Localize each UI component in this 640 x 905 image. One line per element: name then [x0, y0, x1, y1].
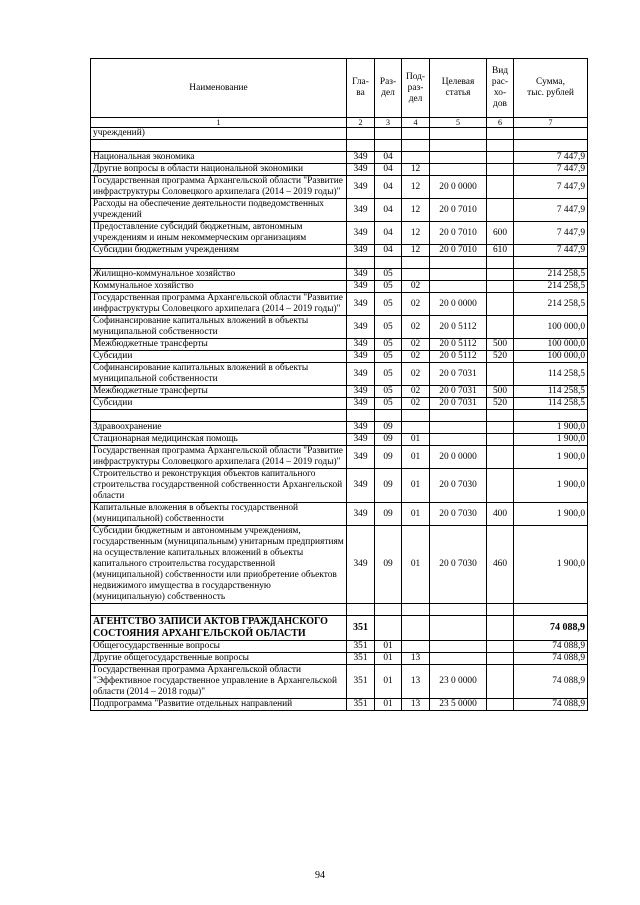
- row-podrazdel: [402, 422, 430, 434]
- empty-cell: [91, 410, 347, 422]
- empty-cell: [347, 410, 375, 422]
- row-name: Строительство и реконструкция объектов капитального строительства государственной собственности Архангельской области: [91, 469, 347, 503]
- row-vid: [487, 665, 514, 699]
- row-glava: 351: [347, 653, 375, 665]
- row-target: [430, 164, 487, 176]
- empty-cell: [430, 257, 487, 269]
- row-glava: 351: [347, 641, 375, 653]
- row-podrazdel: 02: [402, 293, 430, 316]
- row-sum: 74 088,9: [514, 653, 588, 665]
- header-row: [91, 59, 588, 118]
- row-target: 20 0 5112: [430, 339, 487, 351]
- row-razdel: 01: [375, 653, 402, 665]
- table-row: [91, 281, 588, 293]
- row-sum: 100 000,0: [514, 316, 588, 339]
- row-podrazdel: [402, 152, 430, 164]
- empty-cell: [347, 140, 375, 152]
- row-name: Межбюджетные трансферты: [91, 339, 347, 351]
- empty-cell: [514, 257, 588, 269]
- row-glava: 349: [347, 269, 375, 281]
- table-row: [91, 351, 588, 363]
- col-header-name: Наименование: [91, 59, 347, 118]
- row-podrazdel: 01: [402, 503, 430, 526]
- table-row: [91, 503, 588, 526]
- row-sum: 7 447,9: [514, 199, 588, 222]
- row-glava: 349: [347, 316, 375, 339]
- row-name: Предоставление субсидий бюджетным, автономным учреждениям и иным некоммерческим организациям: [91, 222, 347, 245]
- row-target: 20 0 7031: [430, 386, 487, 398]
- row-sum: 214 258,5: [514, 281, 588, 293]
- row-name: Здравоохранение: [91, 422, 347, 434]
- row-glava: 349: [347, 363, 375, 386]
- empty-cell: [487, 140, 514, 152]
- row-target: 20 0 7030: [430, 503, 487, 526]
- row-razdel: 04: [375, 164, 402, 176]
- row-target: 20 0 5112: [430, 316, 487, 339]
- row-sum: 74 088,9: [514, 616, 588, 641]
- row-vid: 400: [487, 503, 514, 526]
- row-vid: 500: [487, 339, 514, 351]
- row-vid: 520: [487, 398, 514, 410]
- row-name: Субсидии: [91, 351, 347, 363]
- row-name: Софинансирование капитальных вложений в объекты муниципальной собственности: [91, 316, 347, 339]
- col-header-podrazdel-text: Под- раз- дел: [405, 71, 426, 104]
- row-vid: [487, 469, 514, 503]
- row-vid: [487, 422, 514, 434]
- table-row: [91, 665, 588, 699]
- empty-cell: [91, 604, 347, 616]
- row-name: Национальная экономика: [91, 152, 347, 164]
- row-sum: 114 258,5: [514, 363, 588, 386]
- row-target: 20 0 0000: [430, 446, 487, 469]
- row-podrazdel: 01: [402, 434, 430, 446]
- row-podrazdel: 01: [402, 526, 430, 604]
- empty-cell: [514, 140, 588, 152]
- row-razdel: 09: [375, 526, 402, 604]
- row-vid: [487, 269, 514, 281]
- row-razdel: 01: [375, 665, 402, 699]
- row-razdel: 09: [375, 422, 402, 434]
- row-podrazdel: 02: [402, 351, 430, 363]
- column-number-row: [91, 118, 588, 128]
- row-target: [430, 422, 487, 434]
- table-row: [91, 339, 588, 351]
- row-vid: [487, 176, 514, 199]
- row-razdel: 05: [375, 398, 402, 410]
- row-razdel: 01: [375, 641, 402, 653]
- row-podrazdel: 02: [402, 316, 430, 339]
- row-target: [430, 152, 487, 164]
- table-row: [91, 222, 588, 245]
- row-podrazdel: 02: [402, 386, 430, 398]
- row-name: Межбюджетные трансферты: [91, 386, 347, 398]
- row-name: Общегосударственные вопросы: [91, 641, 347, 653]
- row-glava: 349: [347, 386, 375, 398]
- row-name: Расходы на обеспечение деятельности подведомственных учреждений: [91, 199, 347, 222]
- col-header-razdel: [375, 59, 402, 118]
- empty-cell: [402, 257, 430, 269]
- row-razdel: [375, 616, 402, 641]
- table-row: [91, 245, 588, 257]
- row-target: 20 0 7010: [430, 199, 487, 222]
- budget-table: [90, 58, 588, 711]
- row-razdel: 04: [375, 199, 402, 222]
- row-name: Другие вопросы в области национальной экономики: [91, 164, 347, 176]
- row-razdel: 05: [375, 293, 402, 316]
- row-sum: 1 900,0: [514, 422, 588, 434]
- col-number: 4: [402, 118, 430, 128]
- row-podrazdel: 12: [402, 222, 430, 245]
- row-vid: [487, 616, 514, 641]
- row-name: Субсидии: [91, 398, 347, 410]
- col-header-vid: [487, 59, 514, 118]
- table-row: [91, 152, 588, 164]
- col-header-glava-text: Гла- ва: [352, 77, 369, 98]
- row-sum: 1 900,0: [514, 503, 588, 526]
- agency-row: [91, 616, 588, 641]
- row-name: Субсидии бюджетным учреждениям: [91, 245, 347, 257]
- row-sum: 114 258,5: [514, 386, 588, 398]
- row-name: Государственная программа Архангельской области "Развитие инфраструктуры Соловецкого архипелага (2014 – 2019 годы)": [91, 176, 347, 199]
- row-sum: 74 088,9: [514, 699, 588, 711]
- empty-cell: [430, 140, 487, 152]
- row-vid: [487, 653, 514, 665]
- table-row: [91, 199, 588, 222]
- col-number: 5: [430, 118, 487, 128]
- row-razdel: 05: [375, 339, 402, 351]
- row-target: [430, 641, 487, 653]
- row-sum: 114 258,5: [514, 398, 588, 410]
- row-glava: 349: [347, 526, 375, 604]
- row-vid: [487, 199, 514, 222]
- row-glava: 349: [347, 245, 375, 257]
- col-header-glava: [347, 59, 375, 118]
- row-vid: 460: [487, 526, 514, 604]
- row-target: [430, 269, 487, 281]
- row-podrazdel: 02: [402, 363, 430, 386]
- row-vid: [487, 316, 514, 339]
- empty-cell: [402, 410, 430, 422]
- row-sum: 100 000,0: [514, 339, 588, 351]
- row-sum: 1 900,0: [514, 469, 588, 503]
- row-sum: 7 447,9: [514, 164, 588, 176]
- table-row: [91, 398, 588, 410]
- table-row: [91, 176, 588, 199]
- row-razdel: 04: [375, 176, 402, 199]
- table-row: [91, 699, 588, 711]
- row-sum: 100 000,0: [514, 351, 588, 363]
- row-glava: 351: [347, 665, 375, 699]
- row-razdel: 05: [375, 269, 402, 281]
- row-glava: 349: [347, 351, 375, 363]
- row-podrazdel: 13: [402, 699, 430, 711]
- row-name: Жилищно-коммунальное хозяйство: [91, 269, 347, 281]
- row-razdel: 09: [375, 503, 402, 526]
- row-sum: 7 447,9: [514, 152, 588, 164]
- row-vid: [487, 641, 514, 653]
- empty-cell: [487, 604, 514, 616]
- row-target: 20 0 7031: [430, 398, 487, 410]
- row-glava: 349: [347, 434, 375, 446]
- col-header-podrazdel: [402, 59, 430, 118]
- table-row: [91, 469, 588, 503]
- row-glava: 349: [347, 422, 375, 434]
- empty-cell: [375, 140, 402, 152]
- row-podrazdel: 12: [402, 199, 430, 222]
- row-target: 20 0 7031: [430, 363, 487, 386]
- table-row: [91, 446, 588, 469]
- empty-cell: [487, 257, 514, 269]
- row-vid: [487, 293, 514, 316]
- row-target: 23 5 0000: [430, 699, 487, 711]
- col-header-target: [430, 59, 487, 118]
- empty-cell: [430, 410, 487, 422]
- row-target: [430, 616, 487, 641]
- row-podrazdel: 13: [402, 665, 430, 699]
- row-glava: [347, 128, 375, 140]
- row-sum: [514, 128, 588, 140]
- row-glava: 349: [347, 176, 375, 199]
- row-glava: 349: [347, 446, 375, 469]
- table-row: [91, 386, 588, 398]
- col-number: 7: [514, 118, 588, 128]
- row-podrazdel: [402, 269, 430, 281]
- row-glava: 349: [347, 339, 375, 351]
- row-glava: 349: [347, 398, 375, 410]
- row-sum: 1 900,0: [514, 526, 588, 604]
- empty-cell: [347, 257, 375, 269]
- row-podrazdel: 12: [402, 176, 430, 199]
- col-header-razdel-text: Раз- дел: [379, 77, 397, 98]
- row-podrazdel: 13: [402, 653, 430, 665]
- row-name: Государственная программа Архангельской области "Эффективное государственное управление в Архангельской области (2014 – 2018 годы)": [91, 665, 347, 699]
- row-podrazdel: 12: [402, 164, 430, 176]
- row-name: Подпрограмма "Развитие отдельных направлений: [91, 699, 347, 711]
- row-vid: 610: [487, 245, 514, 257]
- row-podrazdel: [402, 641, 430, 653]
- row-glava: 349: [347, 199, 375, 222]
- table-row: [91, 526, 588, 604]
- row-razdel: 05: [375, 363, 402, 386]
- row-target: 20 0 0000: [430, 293, 487, 316]
- col-number: 6: [487, 118, 514, 128]
- row-glava: 349: [347, 164, 375, 176]
- table-row: [91, 422, 588, 434]
- row-glava: 351: [347, 699, 375, 711]
- row-vid: [487, 363, 514, 386]
- row-podrazdel: 02: [402, 281, 430, 293]
- row-razdel: 04: [375, 222, 402, 245]
- spacer-row: [91, 140, 588, 152]
- row-target: 20 0 0000: [430, 176, 487, 199]
- table-row: [91, 316, 588, 339]
- row-razdel: 09: [375, 469, 402, 503]
- empty-cell: [514, 604, 588, 616]
- empty-cell: [91, 257, 347, 269]
- row-glava: 351: [347, 616, 375, 641]
- row-name: Государственная программа Архангельской области "Развитие инфраструктуры Соловецкого архипелага (2014 – 2019 годы)": [91, 293, 347, 316]
- row-sum: 7 447,9: [514, 245, 588, 257]
- row-name: АГЕНТСТВО ЗАПИСИ АКТОВ ГРАЖДАНСКОГО СОСТОЯНИЯ АРХАНГЕЛЬСКОЙ ОБЛАСТИ: [91, 616, 347, 641]
- row-podrazdel: 02: [402, 339, 430, 351]
- row-target: [430, 434, 487, 446]
- row-glava: 349: [347, 469, 375, 503]
- table-row: [91, 363, 588, 386]
- table-row: [91, 653, 588, 665]
- row-target: 20 0 7030: [430, 526, 487, 604]
- row-razdel: 04: [375, 152, 402, 164]
- col-header-sum-text: Сумма, тыс. рублей: [527, 77, 574, 98]
- table-row: [91, 269, 588, 281]
- table-row: [91, 128, 588, 140]
- row-name: Коммунальное хозяйство: [91, 281, 347, 293]
- row-glava: 349: [347, 152, 375, 164]
- row-vid: 500: [487, 386, 514, 398]
- row-name: учреждений): [91, 128, 347, 140]
- row-sum: 214 258,5: [514, 293, 588, 316]
- row-target: [430, 653, 487, 665]
- table-row: [91, 434, 588, 446]
- row-razdel: 05: [375, 316, 402, 339]
- row-target: [430, 281, 487, 293]
- row-vid: [487, 446, 514, 469]
- col-header-vid-text: Вид рас- хо- дов: [491, 66, 509, 109]
- row-sum: 214 258,5: [514, 269, 588, 281]
- row-podrazdel: [402, 128, 430, 140]
- empty-cell: [375, 257, 402, 269]
- row-target: 20 0 5112: [430, 351, 487, 363]
- col-number: 1: [91, 118, 347, 128]
- row-razdel: 05: [375, 351, 402, 363]
- row-razdel: 05: [375, 281, 402, 293]
- row-razdel: 01: [375, 699, 402, 711]
- row-target: 20 0 7010: [430, 245, 487, 257]
- row-sum: 74 088,9: [514, 641, 588, 653]
- row-name: Софинансирование капитальных вложений в объекты муниципальной собственности: [91, 363, 347, 386]
- row-target: 20 0 7010: [430, 222, 487, 245]
- empty-cell: [375, 604, 402, 616]
- row-sum: 1 900,0: [514, 434, 588, 446]
- row-name: Другие общегосударственные вопросы: [91, 653, 347, 665]
- row-glava: 349: [347, 281, 375, 293]
- col-header-target-text: Целевая статья: [441, 77, 475, 98]
- empty-cell: [430, 604, 487, 616]
- row-sum: 7 447,9: [514, 176, 588, 199]
- row-vid: 600: [487, 222, 514, 245]
- row-sum: 74 088,9: [514, 665, 588, 699]
- empty-cell: [375, 410, 402, 422]
- col-number: 2: [347, 118, 375, 128]
- row-name: Стационарная медицинская помощь: [91, 434, 347, 446]
- row-razdel: 09: [375, 434, 402, 446]
- spacer-row: [91, 257, 588, 269]
- row-name: Государственная программа Архангельской области "Развитие инфраструктуры Соловецкого архипелага (2014 – 2019 годы)": [91, 446, 347, 469]
- empty-cell: [402, 604, 430, 616]
- row-podrazdel: 01: [402, 446, 430, 469]
- row-glava: 349: [347, 503, 375, 526]
- row-vid: [487, 281, 514, 293]
- col-number: 3: [375, 118, 402, 128]
- empty-cell: [514, 410, 588, 422]
- row-vid: [487, 164, 514, 176]
- row-sum: 1 900,0: [514, 446, 588, 469]
- row-vid: 520: [487, 351, 514, 363]
- spacer-row: [91, 604, 588, 616]
- empty-cell: [402, 140, 430, 152]
- row-razdel: 09: [375, 446, 402, 469]
- row-vid: [487, 152, 514, 164]
- row-podrazdel: [402, 616, 430, 641]
- table-row: [91, 293, 588, 316]
- spacer-row: [91, 410, 588, 422]
- empty-cell: [487, 410, 514, 422]
- row-name: Субсидии бюджетным и автономным учреждениям, государственным (муниципальным) унитарным предприятиям на осуществление капитальных вложений в объекты капитального строительства государственной (муниципальной) собственности или приобретение объектов недвижимого имущества в государственную (муниципальную) собственность: [91, 526, 347, 604]
- row-target: 20 0 7030: [430, 469, 487, 503]
- table-body: [91, 128, 588, 711]
- row-razdel: 04: [375, 245, 402, 257]
- row-razdel: [375, 128, 402, 140]
- empty-cell: [347, 604, 375, 616]
- row-glava: 349: [347, 293, 375, 316]
- row-vid: [487, 434, 514, 446]
- row-podrazdel: 01: [402, 469, 430, 503]
- table-row: [91, 641, 588, 653]
- page-number: 94: [315, 870, 325, 881]
- row-podrazdel: 12: [402, 245, 430, 257]
- row-vid: [487, 128, 514, 140]
- col-header-sum: [514, 59, 588, 118]
- row-glava: 349: [347, 222, 375, 245]
- row-podrazdel: 02: [402, 398, 430, 410]
- row-sum: 7 447,9: [514, 222, 588, 245]
- row-razdel: 05: [375, 386, 402, 398]
- empty-cell: [91, 140, 347, 152]
- table-row: [91, 164, 588, 176]
- row-target: [430, 128, 487, 140]
- row-name: Капитальные вложения в объекты государственной (муниципальной) собственности: [91, 503, 347, 526]
- row-target: 23 0 0000: [430, 665, 487, 699]
- row-vid: [487, 699, 514, 711]
